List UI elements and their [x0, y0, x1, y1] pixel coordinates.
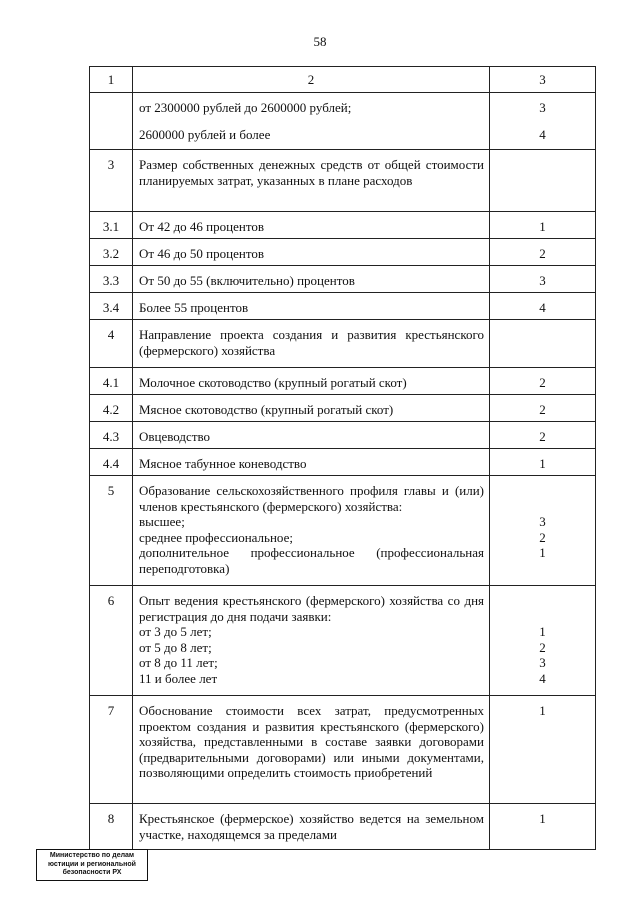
row-option: от 5 до 8 лет; — [139, 639, 212, 655]
row-description: От 42 до 46 процентов — [133, 212, 490, 239]
row-description: От 50 до 55 (включительно) процентов — [133, 266, 490, 293]
table-row — [90, 476, 596, 586]
row-number: 6 — [90, 586, 133, 696]
table-row — [90, 395, 596, 422]
row-score: 3 — [490, 266, 596, 293]
row-number: 5 — [90, 476, 133, 586]
table-row — [90, 150, 596, 212]
header-col-3: 3 — [490, 67, 596, 93]
registration-stamp — [36, 849, 148, 881]
row-description: Обоснование стоимости всех затрат, предусмотренных проектом создания и развития крестьянского (фермерского) хозяйства, представленными в составе заявки договорами (предварительными договорами) или иными документами, позволяющими определить стоимость приобретений — [133, 696, 490, 804]
row-score-item: 4 — [539, 126, 546, 142]
stamp-line: юстиции и региональной — [48, 860, 136, 868]
table-row — [90, 696, 596, 804]
criteria-table — [89, 66, 596, 850]
row-score — [490, 476, 596, 586]
row-score: 2 — [490, 239, 596, 266]
row-description — [133, 586, 490, 696]
row-description: Молочное скотоводство (крупный рогатый скот) — [133, 368, 490, 395]
row-description: Размер собственных денежных средств от общей стоимости планируемых затрат, указанных в плане расходов — [133, 150, 490, 212]
row-number: 3.4 — [90, 293, 133, 320]
table-row — [90, 449, 596, 476]
row-number: 3.3 — [90, 266, 133, 293]
row-number: 3.2 — [90, 239, 133, 266]
row-description: Мясное скотоводство (крупный рогатый скот) — [133, 395, 490, 422]
row-description — [133, 476, 490, 586]
page-number: 58 — [313, 34, 327, 49]
table-row — [90, 422, 596, 449]
row-score-item: 2 — [539, 529, 546, 545]
table-row — [90, 804, 596, 850]
table-row — [90, 368, 596, 395]
table-row — [90, 320, 596, 368]
row-score: 1 — [490, 449, 596, 476]
row-number: 4 — [90, 320, 133, 368]
row-score-item: 3 — [539, 655, 546, 671]
row-number: 4.4 — [90, 449, 133, 476]
row-score: 1 — [490, 696, 596, 804]
row-number: 3 — [90, 150, 133, 212]
row-description: Мясное табунное коневодство — [133, 449, 490, 476]
row-score: 1 — [490, 804, 596, 850]
row-description: Крестьянское (фермерское) хозяйство ведется на земельном участке, находящемся за пределами — [133, 804, 490, 850]
row-intro: Опыт ведения крестьянского (фермерского) хозяйства со дня регистрация до дня подачи заявки: — [139, 593, 484, 624]
table-row — [90, 293, 596, 320]
row-score: 1 — [490, 212, 596, 239]
row-score: 2 — [490, 368, 596, 395]
row-description: Овцеводство — [133, 422, 490, 449]
row-score: 4 — [490, 293, 596, 320]
stamp-line: Министерство по делам — [49, 852, 135, 859]
row-score-item: 1 — [539, 624, 546, 639]
row-option: 11 и более лет — [139, 670, 218, 686]
row-score — [490, 320, 596, 368]
row-score-item: 4 — [539, 670, 546, 686]
row-description: От 46 до 50 процентов — [133, 239, 490, 266]
header-col-2: 2 — [133, 67, 490, 93]
row-description: Более 55 процентов — [133, 293, 490, 320]
row-score — [490, 93, 596, 150]
row-score-item: 3 — [539, 100, 546, 115]
row-number — [90, 93, 133, 150]
row-option: высшее; — [139, 514, 185, 530]
row-score-item: 2 — [539, 639, 546, 655]
table-row — [90, 212, 596, 239]
row-option: дополнительное профессиональное (профессиональная переподготовка) — [139, 545, 484, 576]
row-score-item: 3 — [539, 514, 546, 529]
table-row — [90, 266, 596, 293]
table-row — [90, 93, 596, 150]
row-score-item: 1 — [539, 545, 546, 561]
row-number: 4.1 — [90, 368, 133, 395]
row-score — [490, 150, 596, 212]
row-intro: Образование сельскохозяйственного профиля главы и (или) членов крестьянского (фермерского) хозяйства: — [139, 483, 484, 514]
table-row — [90, 586, 596, 696]
row-option: среднее профессиональное; — [139, 529, 293, 545]
header-col-1: 1 — [90, 67, 133, 93]
row-number: 4.2 — [90, 395, 133, 422]
row-score: 2 — [490, 422, 596, 449]
row-number: 4.3 — [90, 422, 133, 449]
row-description — [133, 93, 490, 150]
row-score: 2 — [490, 395, 596, 422]
row-number: 3.1 — [90, 212, 133, 239]
row-number: 8 — [90, 804, 133, 850]
row-number: 7 — [90, 696, 133, 804]
row-description: Направление проекта создания и развития крестьянского (фермерского) хозяйства — [133, 320, 490, 368]
stamp-line: безопасности РХ — [62, 869, 122, 876]
table-row — [90, 239, 596, 266]
table-header-row — [90, 67, 596, 93]
row-score — [490, 586, 596, 696]
row-option: от 3 до 5 лет; — [139, 624, 212, 640]
row-option: от 8 до 11 лет; — [139, 655, 218, 671]
row-line: 2600000 рублей и более — [139, 126, 271, 142]
row-line: от 2300000 рублей до 2600000 рублей; — [139, 100, 352, 115]
